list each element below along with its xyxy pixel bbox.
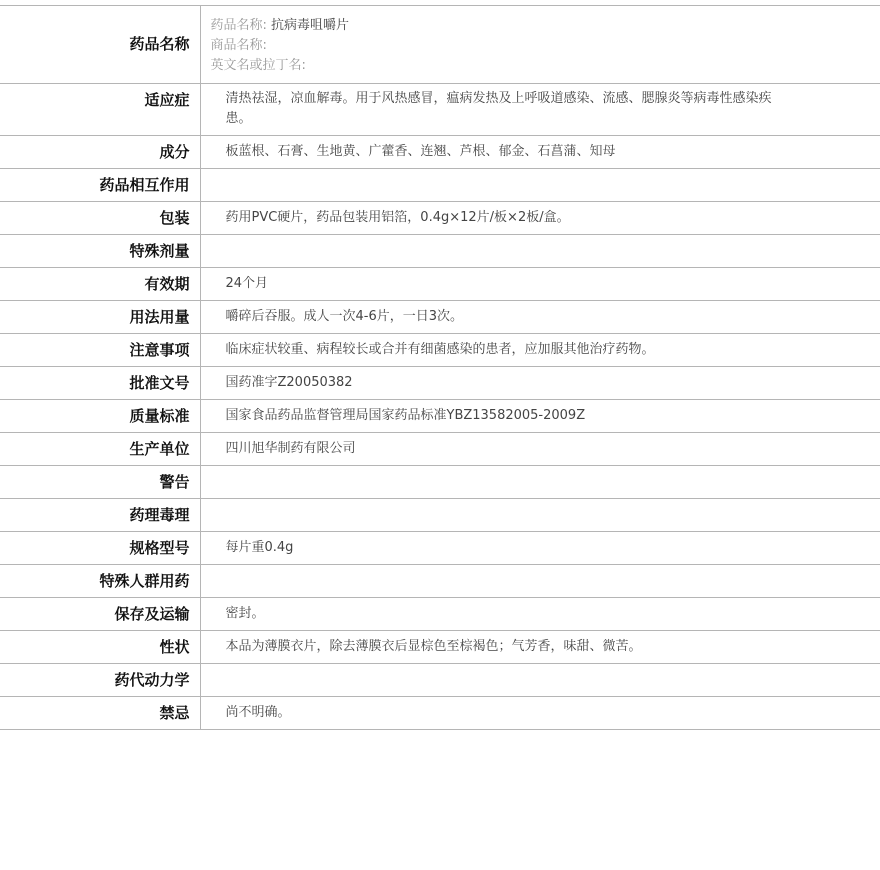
row-value [200, 664, 880, 697]
row-label: 有效期 [0, 268, 200, 301]
row-label: 批准文号 [0, 367, 200, 400]
row-value: 国家食品药品监督管理局国家药品标准YBZ13582005-2009Z [200, 400, 880, 433]
row-label: 性状 [0, 631, 200, 664]
row-value: 密封。 [200, 598, 880, 631]
row-specification [0, 532, 880, 565]
row-special-populations [0, 565, 880, 598]
trade-name-key: 商品名称: [210, 38, 267, 53]
row-label: 注意事项 [0, 334, 200, 367]
row-value [200, 235, 880, 268]
row-warning [0, 466, 880, 499]
row-label: 警告 [0, 466, 200, 499]
row-label: 规格型号 [0, 532, 200, 565]
generic-name-key: 药品名称: [210, 18, 267, 33]
row-label: 禁忌 [0, 697, 200, 730]
drug-name-details [200, 6, 880, 84]
row-label: 药理毒理 [0, 499, 200, 532]
english-name-key: 英文名或拉丁名: [210, 58, 306, 73]
row-approval-number [0, 367, 880, 400]
row-label: 生产单位 [0, 433, 200, 466]
row-label: 用法用量 [0, 301, 200, 334]
row-value: 国药准字Z20050382 [200, 367, 880, 400]
row-value: 24个月 [200, 268, 880, 301]
row-indications [0, 84, 880, 136]
drug-name-label: 药品名称 [0, 6, 200, 84]
row-value: 药用PVC硬片，药品包装用铝箔，0.4g×12片/板×2板/盒。 [200, 202, 880, 235]
row-label: 保存及运输 [0, 598, 200, 631]
row-drug-interactions [0, 169, 880, 202]
row-packaging [0, 202, 880, 235]
row-label: 特殊剂量 [0, 235, 200, 268]
row-value: 临床症状较重、病程较长或合并有细菌感染的患者，应加服其他治疗药物。 [200, 334, 880, 367]
row-appearance [0, 631, 880, 664]
english-name-line [211, 56, 880, 76]
generic-name-value: 抗病毒咀嚼片 [271, 18, 350, 33]
row-pharmacology [0, 499, 880, 532]
row-value [200, 499, 880, 532]
row-value: 每片重0.4g [200, 532, 880, 565]
row-value: 清热祛湿，凉血解毒。用于风热感冒，瘟病发热及上呼吸道感染、流感、腮腺炎等病毒性感染疾患。 [200, 84, 880, 136]
row-value: 板蓝根、石膏、生地黄、广藿香、连翘、芦根、郁金、石菖蒲、知母 [200, 136, 880, 169]
row-precautions [0, 334, 880, 367]
row-pharmacokinetics [0, 664, 880, 697]
row-label: 药代动力学 [0, 664, 200, 697]
row-contraindications [0, 697, 880, 730]
row-label: 特殊人群用药 [0, 565, 200, 598]
row-value: 四川旭华制药有限公司 [200, 433, 880, 466]
row-quality-standard [0, 400, 880, 433]
drug-info-sheet [0, 5, 880, 730]
row-label: 适应症 [0, 84, 200, 136]
trade-name-line [211, 36, 880, 56]
row-label: 成分 [0, 136, 200, 169]
row-label: 质量标准 [0, 400, 200, 433]
generic-name-line [211, 16, 880, 36]
row-storage [0, 598, 880, 631]
row-value [200, 565, 880, 598]
row-label: 药品相互作用 [0, 169, 200, 202]
row-manufacturer [0, 433, 880, 466]
row-ingredients [0, 136, 880, 169]
row-value [200, 466, 880, 499]
row-special-dosage [0, 235, 880, 268]
row-label: 包装 [0, 202, 200, 235]
drug-name-row [0, 6, 880, 84]
row-value: 尚不明确。 [200, 697, 880, 730]
row-dosage [0, 301, 880, 334]
row-value [200, 169, 880, 202]
row-value: 本品为薄膜衣片，除去薄膜衣后显棕色至棕褐色；气芳香，味甜、微苦。 [200, 631, 880, 664]
row-value: 嚼碎后吞服。成人一次4-6片，一日3次。 [200, 301, 880, 334]
drug-info-table [0, 5, 880, 730]
row-shelf-life [0, 268, 880, 301]
